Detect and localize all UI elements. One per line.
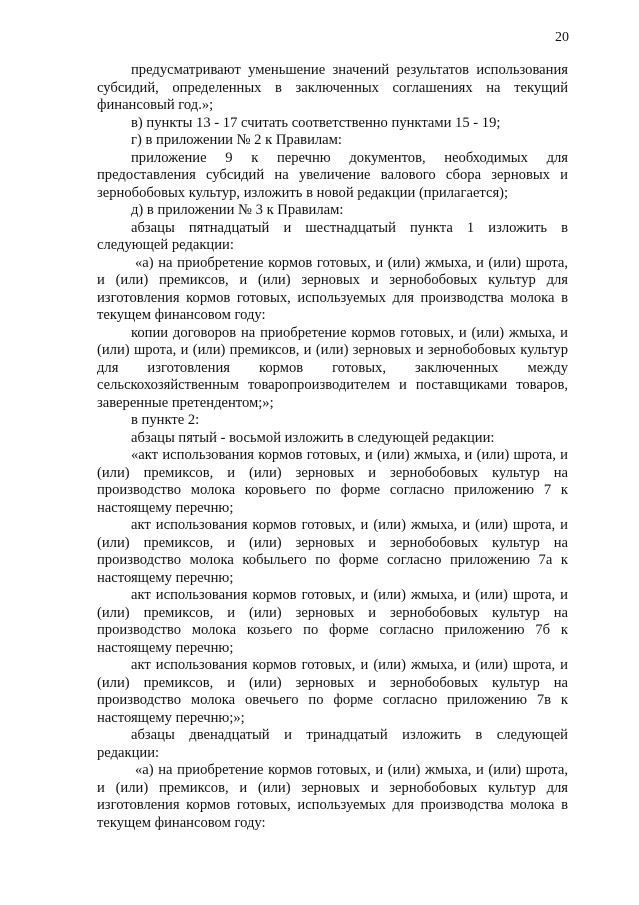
paragraph: д) в приложении № 3 к Правилам: — [131, 202, 344, 218]
paragraph: предусматривают уменьшение значений результатов использования субсидий, определенных в заключенных соглашениях на текущий финансовый год.»; — [97, 62, 568, 113]
paragraph: абзацы двенадцатый и тринадцатый изложить в следующей редакции: — [97, 727, 568, 761]
paragraph: «а) на приобретение кормов готовых, и (или) жмыха, и (или) шрота, и (или) премиксов, и (или) зерновых и зернобобовых культур для изготовления кормов готовых, используемых для производства молока в текущем финансовом году: — [97, 254, 568, 323]
paragraph: абзацы пятый - восьмой изложить в следующей редакции: — [131, 429, 495, 446]
paragraph: абзацы пятнадцатый и шестнадцатый пункта 1 изложить в следующей редакции: — [97, 219, 568, 253]
paragraph: г) в приложении № 2 к Правилам: — [131, 132, 342, 148]
paragraph: копии договоров на приобретение кормов готовых, и (или) жмыха, и (или) шрота, и (или) премиксов, и (или) зерновых и зернобобовых культур для изготовления кормов готовых, заключенных между сельскохозяйственным товаропроизводителем и поставщиками товаров, заверенные претендентом;»; — [97, 324, 568, 411]
paragraph: приложение 9 к перечню документов, необходимых для предоставления субсидий на увеличение валового сбора зерновых и зернобобовых культур, изложить в новой редакции (прилагается); — [97, 149, 568, 201]
paragraph: акт использования кормов готовых, и (или) жмыха, и (или) шрота, и (или) премиксов, и (или) зерновых и зернобобовых культур на производство молока козьего по форме согласно приложению 7б к настоящему перечню; — [97, 587, 568, 656]
page-number: 20 — [555, 30, 569, 45]
paragraph: в) пункты 13 - 17 считать соответственно пунктами 15 - 19; — [131, 114, 501, 131]
paragraph: акт использования кормов готовых, и (или) жмыха, и (или) шрота, и (или) премиксов, и (или) зерновых и зернобобовых культур на производство молока кобыльего по форме согласно приложению 7а к настоящему перечню; — [97, 517, 568, 586]
paragraph: в пункте 2: — [131, 412, 200, 428]
document-body — [97, 62, 568, 832]
paragraph: акт использования кормов готовых, и (или) жмыха, и (или) шрота, и (или) премиксов, и (или) зерновых и зернобобовых культур на производство молока овечьего по форме согласно приложению 7в к настоящему перечню;»; — [97, 657, 568, 726]
paragraph: «а) на приобретение кормов готовых, и (или) жмыха, и (или) шрота, и (или) премиксов, и (или) зерновых и зернобобовых культур для изготовления кормов готовых, используемых для производства молока в текущем финансовом году: — [97, 762, 568, 831]
paragraph: «акт использования кормов готовых, и (или) жмыха, и (или) шрота, и (или) премиксов, и (или) зерновых и зернобобовых культур на производство молока коровьего по форме согласно приложению 7 к настоящему перечню; — [97, 447, 568, 516]
